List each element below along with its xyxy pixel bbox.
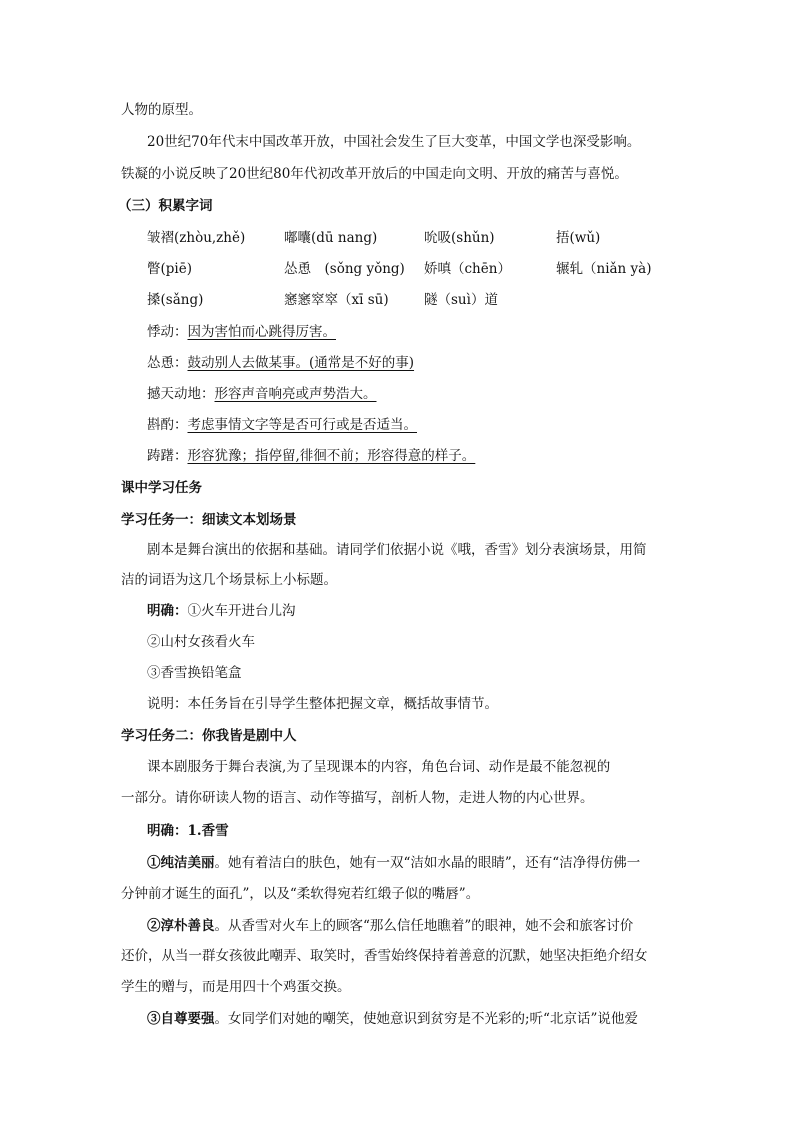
vocab-item: 嘟囔(dū nang) [284, 230, 378, 246]
trait-text: 还价，从当一群女孩彼此嘲弄、取笑时，香雪始终保持着善意的沉默，她坚决拒绝介绍女 [121, 948, 648, 964]
trait-row [147, 916, 633, 936]
paragraph-intro-end: 人物的原型。 [121, 102, 202, 118]
answer-label: 明确： [147, 603, 188, 619]
task2-answer-label: 明确：1.香雪 [147, 823, 229, 839]
definition-text: 考虑事情文字等是否可行或是否适当。 [187, 417, 417, 433]
task2-heading: 学习任务二：你我皆是剧中人 [121, 728, 297, 744]
answer-item: ①火车开进台儿沟 [187, 603, 296, 619]
task2-paragraph-line-2: 一部分。请你研读人物的语言、动作等描写，剖析人物，走进人物的内心世界。 [121, 790, 594, 806]
vocab-item: 瞥(piē) [147, 261, 192, 277]
task1-paragraph-line-1: 剧本是舞台演出的依据和基础。请同学们依据小说《哦，香雪》划分表演场景，用简 [147, 542, 647, 558]
answer-item: ②山村女孩看火车 [147, 634, 255, 650]
definition-term: 斟酌： [147, 417, 188, 433]
vocab-item: 皱褶(zhòu,zhě) [147, 230, 246, 246]
vocab-item: 怂恿 (sǒng yǒng) [284, 261, 405, 277]
trait-label: ③自尊要强 [147, 1011, 215, 1027]
vocab-item: 搡(sǎng) [147, 292, 204, 308]
vocab-item: 辗轧（niǎn yà) [556, 261, 652, 277]
definition-text: 因为害怕而心跳得厉害。 [187, 324, 336, 340]
trait-text: 。女同学们对她的嘲笑，使她意识到贫穷是不光彩的;听“北京话”说他爱 [214, 1011, 638, 1027]
task1-heading: 学习任务一：细读文本划场景 [121, 512, 297, 528]
paragraph-context-line-1: 20世纪70年代末中国改革开放，中国社会发生了巨大变革，中国文学也深受影响。 [147, 134, 641, 150]
definition-term: 撼天动地： [147, 386, 215, 402]
trait-row [147, 1009, 638, 1029]
vocab-item: 窸窸窣窣（xī sū) [284, 292, 389, 308]
definition-text: 鼓动别人去做某事。(通常是不好的事) [187, 355, 415, 371]
vocab-item: 娇嗔（chēn） [424, 261, 511, 277]
trait-text: 分钟前才诞生的面孔”，以及“柔软得宛若红缎子似的嘴唇”。 [121, 886, 480, 902]
definition-text: 形容声音响亮或声势浩大。 [214, 386, 377, 402]
trait-text: 学生的赠与，而是用四十个鸡蛋交换。 [121, 979, 351, 995]
vocab-heading: （三）积累字词 [118, 198, 213, 214]
trait-label: ①纯洁美丽 [147, 855, 215, 871]
definition-row [147, 446, 475, 466]
task1-answer-row [147, 601, 296, 621]
definition-term: 踌躇： [147, 448, 188, 464]
answer-item: ③香雪换铅笔盒 [147, 665, 242, 681]
definition-text: 形容犹豫；指停留,徘徊不前；形容得意的样子。 [187, 448, 476, 464]
task1-note: 说明：本任务旨在引导学生整体把握文章，概括故事情节。 [147, 696, 498, 712]
definition-term: 怂恿： [147, 355, 188, 371]
trait-text: 。她有着洁白的肤色，她有一双“洁如水晶的眼睛”，还有“洁净得仿佛一 [214, 855, 641, 871]
in-class-heading: 课中学习任务 [121, 480, 202, 496]
definition-row [147, 415, 417, 435]
definition-row [147, 353, 414, 373]
vocab-item: 捂(wǔ) [556, 230, 601, 246]
trait-row [147, 853, 640, 873]
task1-paragraph-line-2: 洁的词语为这几个场景标上小标题。 [121, 572, 337, 588]
paragraph-context-line-2: 铁凝的小说反映了20世纪80年代初改革开放后的中国走向文明、开放的痛苦与喜悦。 [121, 166, 628, 182]
definition-row [147, 322, 336, 342]
definition-term: 悸动： [147, 324, 188, 340]
vocab-item: 隧（suì）道 [424, 292, 498, 308]
definition-row [147, 384, 377, 404]
trait-text: 。从香雪对火车上的顾客“那么信任地瞧着”的眼神，她不会和旅客讨价 [214, 918, 634, 934]
vocab-item: 吮吸(shǔn) [424, 230, 495, 246]
task2-paragraph-line-1: 课本剧服务于舞台表演,为了呈现课本的内容，角色台词、动作是最不能忽视的 [147, 759, 611, 775]
trait-label: ②淳朴善良 [147, 918, 215, 934]
